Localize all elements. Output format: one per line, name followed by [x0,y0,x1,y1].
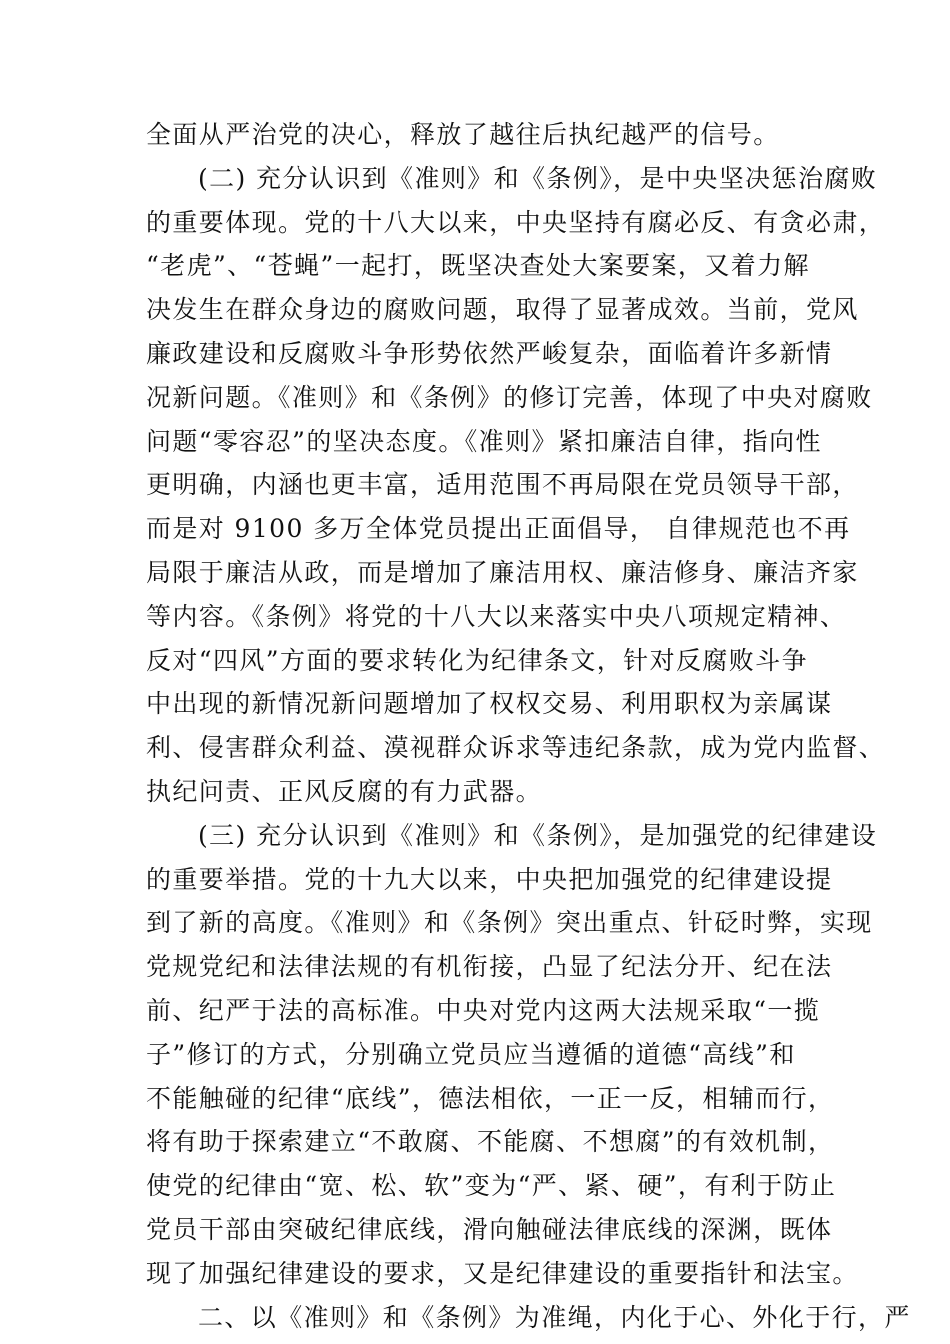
text-line: 到了新的高度。《准则》和《条例》突出重点、针砭时弊，实现 [146,908,873,938]
text-line: 的重要体现。党的十八大以来，中央坚持有腐必反、有贪必肃， [146,207,886,237]
text-line: 党员干部由突破纪律底线，滑向触碰法律底线的深渊，既体 [146,1214,833,1244]
text-line: 子”修订的方式，分别确立党员应当遵循的道德“高线”和 [146,1039,796,1069]
text-line: 中出现的新情况新问题增加了权权交易、利用职权为亲属谋 [146,689,833,719]
text-line: 而是对 9100 多万全体党员提出正面倡导， 自律规范也不再 [146,514,851,544]
paragraph-start-line: 二、以《准则》和《条例》为准绳，内化于心、外化于行，严 [198,1302,911,1332]
text-line: 况新问题。《准则》和《条例》的修订完善，体现了中央对腐败 [146,382,873,412]
text-line: 局限于廉洁从政，而是增加了廉洁用权、廉洁修身、廉洁齐家 [146,557,859,587]
text-line: 不能触碰的纪律“底线”，德法相依，一正一反，相辅而行， [146,1083,835,1113]
text-line: 前、纪严于法的高标准。中央对党内这两大法规采取“一揽 [146,995,821,1025]
text-line: 等内容。《条例》将党的十八大以来落实中央八项规定精神、 [146,601,847,631]
text-line: 现了加强纪律建设的要求，又是纪律建设的重要指针和法宝。 [146,1258,859,1288]
text-line: 使党的纪律由“宽、松、软”变为“严、紧、硬”，有利于防止 [146,1171,837,1201]
document-body [146,113,911,1339]
paragraph-start-line: (三) 充分认识到《准则》和《条例》，是加强党的纪律建设 [198,820,878,850]
text-line: 的重要举措。党的十九大以来，中央把加强党的纪律建设提 [146,864,833,894]
text-line: 党规党纪和法律法规的有机衔接，凸显了纪法分开、纪在法 [146,952,833,982]
text-line: 全面从严治党的决心，释放了越往后执纪越严的信号。 [146,120,780,149]
text-line: 反对“四风”方面的要求转化为纪律条文，针对反腐败斗争 [146,645,808,675]
text-line: 决发生在群众身边的腐败问题，取得了显著成效。当前，党风 [146,295,859,325]
paragraph-start-line: (二) 充分认识到《准则》和《条例》，是中央坚决惩治腐败 [198,163,878,193]
text-line: 问题“零容忍”的坚决态度。《准则》紧扣廉洁自律，指向性 [146,426,822,456]
text-line: 执纪问责、正风反腐的有力武器。 [146,776,543,806]
text-line: 利、侵害群众利益、漠视群众诉求等违纪条款，成为党内监督、 [146,733,886,763]
text-line: 将有助于探索建立“不敢腐、不能腐、不想腐”的有效机制， [146,1127,835,1157]
text-line: 廉政建设和反腐败斗争形势依然严峻复杂，面临着许多新情 [146,338,833,368]
text-line: “老虎”、“苍蝇”一起打，既坚决查处大案要案，又着力解 [146,251,810,281]
text-line: 更明确，内涵也更丰富，适用范围不再局限在党员领导干部， [146,470,859,500]
